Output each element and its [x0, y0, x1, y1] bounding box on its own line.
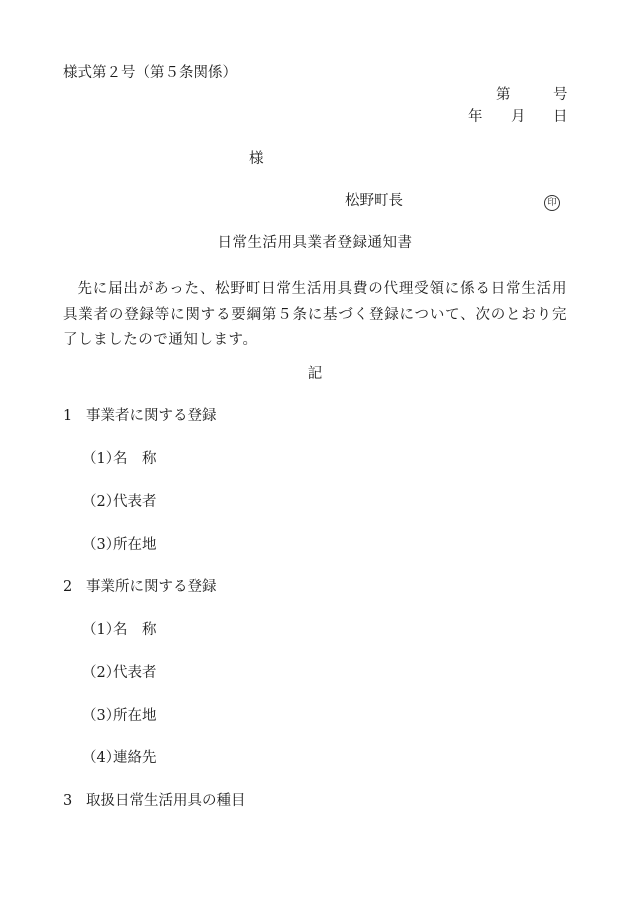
- sender-name: 松野町長: [345, 193, 403, 209]
- section-1-item-2-number: （2）: [82, 494, 121, 510]
- section-2-item-2-number: （2）: [82, 665, 121, 681]
- section-2-item-2-label: 代表者: [113, 665, 157, 681]
- date-day: 日: [553, 109, 568, 125]
- date-year: 年: [468, 109, 483, 125]
- section-1-item-1-label: 名 称: [113, 451, 157, 467]
- section-1-title: 事業者に関する登録: [86, 408, 217, 424]
- section-1-item-3-number: （3）: [82, 537, 121, 553]
- section-2-item-3-label: 所在地: [113, 708, 157, 724]
- section-2-item-1-number: （1）: [82, 622, 121, 638]
- section-1-item-1-number: （1）: [82, 451, 121, 467]
- seal-mark: [544, 194, 560, 211]
- ki-heading: 記: [307, 366, 323, 382]
- section-1-number: 1: [63, 408, 73, 424]
- document-title: 日常生活用具業者登録通知書: [217, 235, 413, 251]
- section-3-title: 取扱日常生活用具の種目: [86, 793, 246, 809]
- section-2-item-1-label: 名 称: [113, 622, 157, 638]
- section-2-item-4-label: 連絡先: [113, 750, 157, 766]
- section-2-number: 2: [63, 579, 73, 595]
- section-3-number: 3: [63, 793, 73, 809]
- section-2-item-3-number: （3）: [82, 708, 121, 724]
- seal-icon: 印: [544, 195, 560, 211]
- section-1-item-2-label: 代表者: [113, 494, 157, 510]
- document-number-suffix: 号: [553, 87, 568, 103]
- section-2-title: 事業所に関する登録: [86, 579, 217, 595]
- document-number-prefix: 第: [496, 87, 511, 103]
- section-1-item-3-label: 所在地: [113, 537, 157, 553]
- date-month: 月: [511, 109, 526, 125]
- section-2-item-4-number: （4）: [82, 750, 121, 766]
- addressee-honorific: 様: [249, 151, 264, 167]
- form-number-label: 様式第２号（第５条関係）: [63, 65, 237, 81]
- notice-body: 先に届出があった、松野町日常生活用具費の代理受領に係る日常生活用具業者の登録等に関する要綱第５条に基づく登録について、次のとおり完了しましたので通知します。: [63, 281, 567, 348]
